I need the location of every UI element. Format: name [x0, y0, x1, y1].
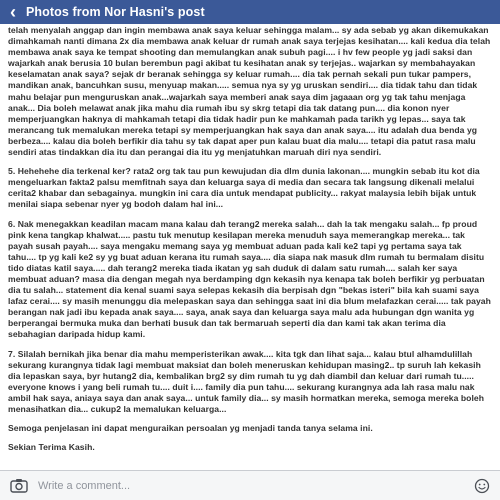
post-paragraph-5: 5. Hehehehe dia terkenal ker? rata2 org tak tau pun kewujudan dia dlm dunia lakonan.... mungkin sebab itu kot dia mengeluarkan fakta2 palsu memfitnah saya dan keluarga saya di media dan secara tak langsung dikenali melalui cerita2 khabar dan sebagainya. mungkin ini cara dia untuk mendapat publicity... rakyat malaysia lebih bijak untuk menilai siapa sebenar nyer yg bodoh dalam hal ini...	[8, 166, 480, 210]
smiley-icon[interactable]	[472, 476, 492, 496]
post-paragraph-closing: Semoga penjelasan ini dapat menguraikan persoalan yg menjadi tanda tanya selama ini.	[8, 423, 373, 434]
page-title: Photos from Nor Hasni's post	[26, 5, 205, 19]
post-signoff: Sekian Terima Kasih.	[8, 442, 95, 453]
post-text-area	[0, 24, 500, 470]
top-bar	[0, 0, 500, 24]
back-arrow-icon[interactable]: ‹	[10, 2, 16, 22]
post-paragraph-intro: telah menyalah anggap dan ingin membawa anak saya keluar sehingga malam... sy ada sebab yg akan dikemukakan dimahkamah nanti dimana 2x dia membawa anak keluar dr rumah anak saya terjejas kesihatan.... kali kedua dia telah membawa anak saya ke tempat shooting dan memulangkan anak subuh pagi.... i hv few people yg jadi saksi dan wajarkah anak berusia 10 bulan berembun pagi akibat tu kesihatan anak sy terjejas.. wajarkan sy membahayakan keselamatan anak saya? sejak dr beranak sehingga sy keluar rumah.... dia tak pernah sekali pun tukar pampers, mandikan anak, bancuhkan susu, menyuap makan..... semua nya sy yg uruskan sendiri.... dia tidak tahu dan tidak mahu belajar pun menguruskan anak...wajarkah saya memberi anak saya dim jagaaan org yg tak tahu menjaga anak... Dia boleh melawat anak jika mahu dia rumah ibu sy skrg tetapi dia tak datang pun.... dia konon nyer memperjuangkan haknya di mahkamah tetapi dia tidak hadir pun ke mahkamah pada tarikh yg lepas... saya tak merancang tuk memalukan mereka tetapi sy memperjuangkan hak saya dan anak saya.... itu adalah dua benda yg berbeza.... kalau dia boleh berfikir dia tahu sy tak dapat aper pun kalau buat dia malu.... tetapi dia patut rasa malu sendiri atas tindakkan dia itu dan perangai dia itu yg menjatuhkan maruah diri nya sendiri.	[8, 25, 491, 158]
post-paragraph-7: 7. Silalah bernikah jika benar dia mahu memperisterikan awak.... kita tgk dan lihat saja... kalau btul alhamdulillah sekurang kurangnya tidak lagi membuat maksiat dan boleh meneruskan kehidupan masing2.. tp suruh lah kekasih dia lepaskan saya, byr hutang2 dia, kembalikan brg2 sy dim rumah tu yg dah diambil dan keluar dari rumah tu..... everyone knows i yang beli rumah tu.... duit i.... family dia pun tahu.... sekurang kurangnya ada lah rasa malu nak ambil hak saya, aniaya saya dan anak saya... untuk family dia... sy masih hormatkan mereka, semoga mereka boleh menasihatkan dia... cukup2 la memalukan keluarga...	[8, 348, 485, 414]
camera-icon[interactable]	[8, 475, 30, 497]
comment-bar	[0, 471, 500, 500]
post-paragraph-6: 6. Nak menegakkan keadilan macam mana kalau dah terang2 mereka salah... dah la tak mengaku salah... fp proud pink kena tangkap khalwat..... pastu tuk menutup kesilapan mereka menuduh saya memerangkap mereka... tak payah susah payah.... saya mengaku memang saya yg membuat aduan pada kali ke2 tapi yg pertama saya tak tahu.... tp yg kali ke2 sy yg buat aduan kerana itu rumah saya.... dia siapa nak masuk dlm rumah tu bermalam disitu tido diatas katil saya..... dah terang2 mereka tiada ikatan yg sah duduk di dalam satu rumah.... salah ker saya membuat aduan? masa dia dengan megah nya berdamping dgn kekasih nya kenapa tak boleh berfikir yg perbuatan dia tu salah... statement dia kenal suami saya selepas kekasih dia berpisah dgn "bekas isteri" bila kah suami saya lafaz cerai.... sy masih menunggu dia melepaskan saya dan sehingga saat ini dia blum melafazkan cerai..... tak payah berangan nak jadi ibu kepada anak saya.... saya, anak saya dan keluarga saya malu ada hubungan dgn wanita yg berperangai bermuka muka dan berhati busuk dan tak bermaruah seperti dia dan kami tak akan terima dia sebahagian daripada hidup kami.	[8, 218, 491, 340]
comment-input[interactable]	[38, 476, 472, 496]
